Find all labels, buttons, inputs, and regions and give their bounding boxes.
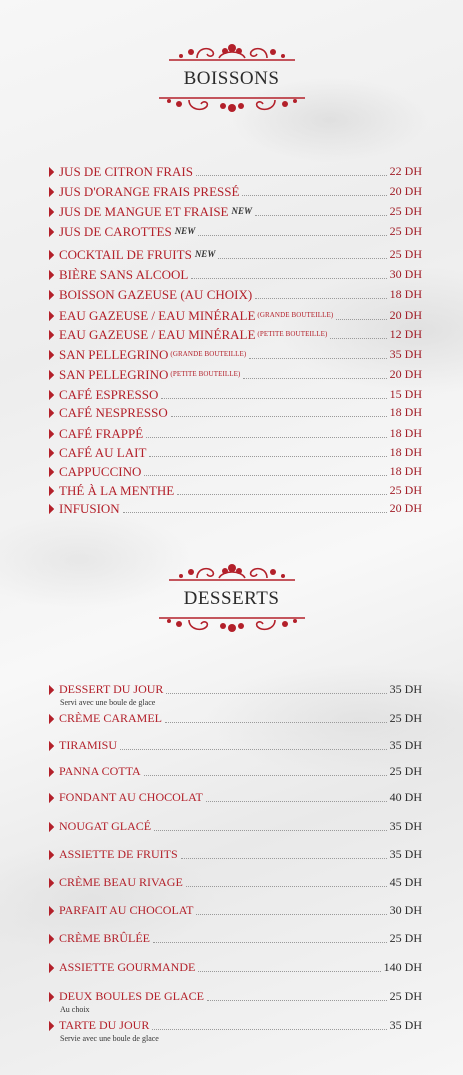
dot-leader — [171, 416, 387, 417]
diamond-bullet-icon — [44, 207, 54, 217]
dot-leader — [198, 235, 386, 236]
menu-item-row — [44, 1018, 422, 1033]
dot-leader — [146, 437, 386, 438]
dot-leader — [218, 258, 386, 259]
item-price: 25 DH — [389, 764, 422, 778]
dot-leader — [255, 215, 387, 216]
diamond-bullet-icon — [44, 311, 54, 321]
item-price: 30 DH — [389, 267, 422, 281]
dot-leader — [181, 858, 387, 859]
item-name: JUS DE CITRON FRAIS — [59, 164, 193, 179]
item-name: SAN PELLEGRINO — [59, 347, 169, 362]
diamond-bullet-icon — [44, 685, 54, 695]
item-name: CAFÉ AU LAIT — [59, 445, 147, 460]
floral-ornament-icon — [167, 560, 297, 584]
menu-item-row — [44, 347, 422, 362]
item-name: COCKTAIL DE FRUITS — [59, 247, 192, 262]
item-name: NOUGAT GLACÉ — [59, 819, 152, 833]
menu-item-row — [44, 790, 422, 805]
menu-item-row — [44, 501, 422, 516]
item-price: 35 DH — [389, 1018, 422, 1032]
item-price: 35 DH — [389, 847, 422, 861]
dot-leader — [330, 338, 386, 339]
diamond-bullet-icon — [44, 906, 54, 916]
menu-item-row — [44, 164, 422, 179]
item-price: 18 DH — [389, 426, 422, 440]
item-name: JUS DE CAROTTES — [59, 224, 172, 239]
menu-item-row — [44, 960, 422, 975]
menu-item-row — [44, 464, 422, 479]
floral-ornament-icon — [157, 614, 307, 638]
dot-leader — [165, 722, 387, 723]
item-price: 20 DH — [389, 367, 422, 381]
item-description: Servie avec une boule de glace — [60, 1034, 159, 1043]
item-price: 30 DH — [389, 903, 422, 917]
item-price: 25 DH — [389, 247, 422, 261]
dot-leader — [255, 298, 386, 299]
dot-leader — [120, 749, 387, 750]
diamond-bullet-icon — [44, 227, 54, 237]
menu-item-row — [44, 738, 422, 753]
item-description: Servi avec une boule de glace — [60, 698, 156, 707]
item-price: 35 DH — [389, 819, 422, 833]
floral-ornament-icon — [157, 94, 307, 118]
diamond-bullet-icon — [44, 370, 54, 380]
item-price: 18 DH — [389, 464, 422, 478]
item-price: 25 DH — [389, 989, 422, 1003]
diamond-bullet-icon — [44, 934, 54, 944]
item-name: DESSERT DU JOUR — [59, 682, 164, 696]
item-price: 35 DH — [389, 682, 422, 696]
dot-leader — [243, 378, 386, 379]
dot-leader — [196, 175, 387, 176]
menu-item-row — [44, 387, 422, 402]
item-price: 35 DH — [389, 347, 422, 361]
diamond-bullet-icon — [44, 390, 54, 400]
dot-leader — [152, 1029, 386, 1030]
menu-item-row — [44, 327, 422, 342]
dot-leader — [177, 494, 386, 495]
menu-item-row — [44, 931, 422, 946]
item-price: 20 DH — [389, 308, 422, 322]
diamond-bullet-icon — [44, 486, 54, 496]
item-name: CAFÉ FRAPPÉ — [59, 426, 144, 441]
menu-item-row — [44, 405, 422, 420]
item-name: CRÈME CARAMEL — [59, 711, 163, 725]
diamond-bullet-icon — [44, 350, 54, 360]
diamond-bullet-icon — [44, 467, 54, 477]
dot-leader — [144, 775, 387, 776]
item-price: 12 DH — [389, 327, 422, 341]
dot-leader — [242, 195, 386, 196]
dot-leader — [153, 942, 387, 943]
menu-item-row — [44, 287, 422, 302]
diamond-bullet-icon — [44, 408, 54, 418]
boissons-heading — [0, 40, 463, 118]
item-price: 25 DH — [389, 483, 422, 497]
item-name: SAN PELLEGRINO — [59, 367, 169, 382]
menu-item-row — [44, 267, 422, 282]
page-title-desserts: DESSERTS — [183, 588, 280, 609]
item-name: ASSIETTE DE FRUITS — [59, 847, 178, 861]
item-name: PARFAIT AU CHOCOLAT — [59, 903, 194, 917]
item-name: TIRAMISU — [59, 738, 118, 752]
item-price: 22 DH — [389, 164, 422, 178]
dot-leader — [206, 801, 387, 802]
menu-item-row — [44, 711, 422, 726]
menu-item-row — [44, 426, 422, 441]
menu-item-row — [44, 875, 422, 890]
item-price: 15 DH — [389, 387, 422, 401]
item-name: TARTE DU JOUR — [59, 1018, 150, 1032]
item-price: 18 DH — [389, 287, 422, 301]
dot-leader — [196, 914, 386, 915]
item-price: 18 DH — [389, 405, 422, 419]
item-price: 25 DH — [389, 204, 422, 218]
desserts-heading — [0, 560, 463, 638]
menu-item-row — [44, 847, 422, 862]
item-name: EAU GAZEUSE / EAU MINÉRALE — [59, 327, 256, 342]
menu-item-row — [44, 308, 422, 323]
item-name: FONDANT AU CHOCOLAT — [59, 790, 203, 804]
diamond-bullet-icon — [44, 822, 54, 832]
item-name: CAPPUCCINO — [59, 464, 142, 479]
diamond-bullet-icon — [44, 1021, 54, 1031]
item-price: 20 DH — [389, 184, 422, 198]
diamond-bullet-icon — [44, 992, 54, 1002]
item-name: CRÈME BRÛLÉE — [59, 931, 151, 945]
diamond-bullet-icon — [44, 963, 54, 973]
new-badge: NEW — [231, 206, 253, 216]
item-price: 25 DH — [389, 224, 422, 238]
dot-leader — [144, 475, 386, 476]
item-name: JUS D'ORANGE FRAIS PRESSÉ — [59, 184, 240, 199]
dot-leader — [198, 971, 380, 972]
item-price: 40 DH — [389, 790, 422, 804]
dot-leader — [149, 456, 386, 457]
diamond-bullet-icon — [44, 330, 54, 340]
diamond-bullet-icon — [44, 741, 54, 751]
diamond-bullet-icon — [44, 167, 54, 177]
item-price: 20 DH — [389, 501, 422, 515]
menu-item-row — [44, 903, 422, 918]
item-size-note: (PETITE BOUTEILLE) — [170, 370, 241, 378]
dot-leader — [161, 398, 386, 399]
menu-item-row — [44, 247, 422, 262]
diamond-bullet-icon — [44, 290, 54, 300]
item-name: EAU GAZEUSE / EAU MINÉRALE — [59, 308, 256, 323]
item-price: 45 DH — [389, 875, 422, 889]
diamond-bullet-icon — [44, 429, 54, 439]
item-description: Au choix — [60, 1005, 90, 1014]
item-name: JUS DE MANGUE ET FRAISE — [59, 204, 229, 219]
menu-item-row — [44, 184, 422, 199]
diamond-bullet-icon — [44, 250, 54, 260]
diamond-bullet-icon — [44, 714, 54, 724]
item-name: DEUX BOULES DE GLACE — [59, 989, 204, 1003]
menu-item-row — [44, 367, 422, 382]
diamond-bullet-icon — [44, 504, 54, 514]
dot-leader — [186, 886, 387, 887]
floral-ornament-icon — [167, 40, 297, 64]
menu-item-row — [44, 989, 422, 1004]
diamond-bullet-icon — [44, 850, 54, 860]
dot-leader — [166, 693, 386, 694]
dot-leader — [191, 278, 386, 279]
item-price: 18 DH — [389, 445, 422, 459]
item-name: CAFÉ NESPRESSO — [59, 405, 168, 420]
diamond-bullet-icon — [44, 767, 54, 777]
item-name: CAFÉ ESPRESSO — [59, 387, 159, 402]
dot-leader — [123, 512, 387, 513]
item-name: BOISSON GAZEUSE (AU CHOIX) — [59, 287, 253, 302]
dot-leader — [336, 319, 386, 320]
item-name: INFUSION — [59, 501, 120, 516]
menu-item-row — [44, 204, 422, 219]
diamond-bullet-icon — [44, 448, 54, 458]
diamond-bullet-icon — [44, 270, 54, 280]
menu-item-row — [44, 682, 422, 697]
new-badge: NEW — [194, 249, 216, 259]
item-name: ASSIETTE GOURMANDE — [59, 960, 196, 974]
menu-item-row — [44, 764, 422, 779]
item-price: 25 DH — [389, 931, 422, 945]
item-size-note: (GRANDE BOUTEILLE) — [170, 350, 247, 358]
item-name: PANNA COTTA — [59, 764, 141, 778]
menu-item-row — [44, 445, 422, 460]
dot-leader — [249, 358, 386, 359]
diamond-bullet-icon — [44, 793, 54, 803]
menu-item-row — [44, 224, 422, 239]
menu-item-row — [44, 483, 422, 498]
item-name: CRÈME BEAU RIVAGE — [59, 875, 183, 889]
diamond-bullet-icon — [44, 187, 54, 197]
menu-item-row — [44, 819, 422, 834]
dot-leader — [154, 830, 387, 831]
item-size-note: (PETITE BOUTEILLE) — [257, 330, 328, 338]
item-name: THÉ À LA MENTHE — [59, 483, 175, 498]
item-name: BIÈRE SANS ALCOOL — [59, 267, 189, 282]
dot-leader — [207, 1000, 387, 1001]
item-price: 140 DH — [383, 960, 422, 974]
new-badge: NEW — [174, 226, 196, 236]
item-price: 25 DH — [389, 711, 422, 725]
item-size-note: (GRANDE BOUTEILLE) — [257, 311, 334, 319]
page-title-boissons: BOISSONS — [183, 68, 280, 89]
diamond-bullet-icon — [44, 878, 54, 888]
item-price: 35 DH — [389, 738, 422, 752]
